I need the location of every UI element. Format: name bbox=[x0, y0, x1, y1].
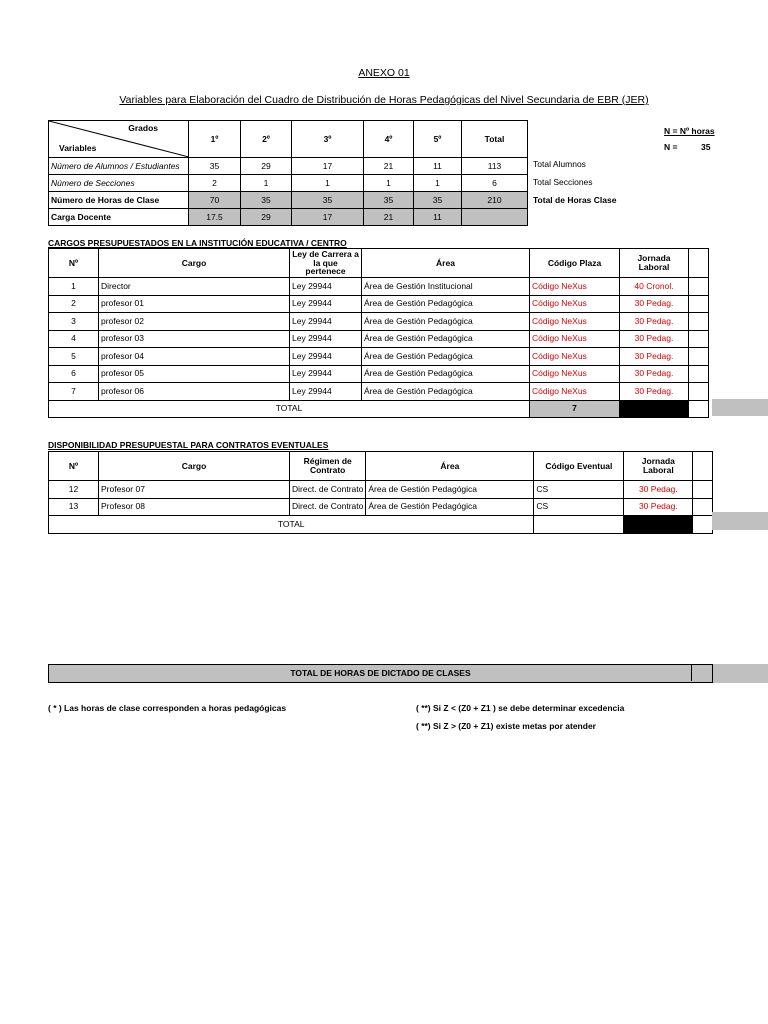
row-jornada: 30 Pedag. bbox=[620, 295, 689, 313]
row-number: 3 bbox=[49, 313, 99, 331]
row-area: Área de Gestión Pedagógica bbox=[362, 330, 530, 348]
cell: 1 bbox=[241, 175, 292, 192]
row-extra bbox=[693, 481, 713, 499]
row-ley: Ley 29944 bbox=[290, 295, 362, 313]
table-row bbox=[49, 481, 713, 499]
row-area: Área de Gestión Pedagógica bbox=[362, 295, 530, 313]
row-codigo: Código NeXus bbox=[530, 348, 620, 366]
grade-column-header: 3º bbox=[292, 121, 364, 158]
row-ley: Ley 29944 bbox=[290, 383, 362, 401]
cell: 11 bbox=[414, 209, 462, 226]
total-empty bbox=[534, 516, 624, 534]
cell: 29 bbox=[241, 158, 292, 175]
row-area: Área de Gestión Pedagógica bbox=[366, 498, 534, 516]
note-metas: ( **) Si Z > (Z0 + Z1) existe metas por atender bbox=[416, 721, 596, 731]
grades-corner-cell bbox=[49, 121, 189, 158]
row-area: Área de Gestión Pedagógica bbox=[362, 383, 530, 401]
row-regimen: Direct. de Contrato bbox=[290, 481, 366, 499]
cell: 17.5 bbox=[189, 209, 241, 226]
table-row bbox=[49, 295, 709, 313]
table-row bbox=[49, 348, 709, 366]
row-jornada: 30 Pedag. bbox=[620, 348, 689, 366]
row-ley: Ley 29944 bbox=[290, 278, 362, 296]
cargos-header-row bbox=[49, 249, 709, 278]
grade-column-header: 5º bbox=[414, 121, 462, 158]
row-extra bbox=[689, 330, 709, 348]
row-number: 1 bbox=[49, 278, 99, 296]
row-number: 4 bbox=[49, 330, 99, 348]
cell: 21 bbox=[364, 209, 414, 226]
row-codigo: Código NeXus bbox=[530, 330, 620, 348]
eventuales-total-gray-bar bbox=[712, 512, 768, 530]
row-jornada: 30 Pedag. bbox=[624, 498, 693, 516]
summary-label: TOTAL DE HORAS DE DICTADO DE CLASES bbox=[290, 668, 471, 678]
note-horas-pedagogicas: ( * ) Las horas de clase corresponden a horas pedagógicas bbox=[48, 703, 287, 713]
row-ley: Ley 29944 bbox=[290, 330, 362, 348]
grades-row-alumnos bbox=[49, 158, 528, 175]
row-cargo: Profesor 07 bbox=[99, 481, 290, 499]
row-number: 13 bbox=[49, 498, 99, 516]
header-codigo-plaza: Código Plaza bbox=[530, 249, 620, 278]
row-cargo: Profesor 08 bbox=[99, 498, 290, 516]
total-cell bbox=[462, 209, 528, 226]
row-number: 2 bbox=[49, 295, 99, 313]
document-subtitle: Variables para Elaboración del Cuadro de Distribución de Horas Pedagógicas del Nivel Secundaria de EBR (JER) bbox=[119, 94, 649, 106]
row-number: 5 bbox=[49, 348, 99, 366]
header-cargo: Cargo bbox=[99, 249, 290, 278]
table-row bbox=[49, 365, 709, 383]
eventuales-table bbox=[48, 451, 713, 534]
row-jornada: 30 Pedag. bbox=[620, 365, 689, 383]
row-cargo: profesor 04 bbox=[99, 348, 290, 366]
row-ley: Ley 29944 bbox=[290, 313, 362, 331]
grade-column-header: 4º bbox=[364, 121, 414, 158]
header-jornada: Jornada Laboral bbox=[620, 249, 689, 278]
header-extra bbox=[689, 249, 709, 278]
cell: 70 bbox=[189, 192, 241, 209]
row-codigo: Código NeXus bbox=[530, 295, 620, 313]
row-label: Número de Alumnos / Estudiantes bbox=[49, 158, 189, 175]
row-ley: Ley 29944 bbox=[290, 348, 362, 366]
row-cargo: profesor 06 bbox=[99, 383, 290, 401]
total-empty bbox=[689, 400, 709, 418]
cell: 1 bbox=[414, 175, 462, 192]
cargos-total-gray-bar bbox=[712, 399, 768, 416]
row-number: 6 bbox=[49, 365, 99, 383]
header-codigo-eventual: Código Eventual bbox=[534, 452, 624, 481]
grade-column-header: 2º bbox=[241, 121, 292, 158]
table-row bbox=[49, 498, 713, 516]
row-codigo: CS bbox=[534, 498, 624, 516]
row-extra bbox=[689, 313, 709, 331]
total-label: TOTAL bbox=[49, 516, 534, 534]
row-area: Área de Gestión Pedagógica bbox=[362, 365, 530, 383]
note-excedencia: ( **) Si Z < (Z0 + Z1 ) se debe determinar excedencia bbox=[416, 703, 625, 713]
row-extra bbox=[689, 278, 709, 296]
row-jornada: 30 Pedag. bbox=[620, 313, 689, 331]
cargos-table bbox=[48, 248, 709, 418]
side-total-alumnos: Total Alumnos bbox=[533, 159, 586, 169]
row-codigo: Código NeXus bbox=[530, 278, 620, 296]
row-codigo: CS bbox=[534, 481, 624, 499]
table-row bbox=[49, 330, 709, 348]
header-area: Área bbox=[362, 249, 530, 278]
row-number: 7 bbox=[49, 383, 99, 401]
row-area: Área de Gestión Pedagógica bbox=[362, 348, 530, 366]
total-label: TOTAL bbox=[49, 400, 530, 418]
table-row bbox=[49, 383, 709, 401]
header-numero: Nº bbox=[49, 249, 99, 278]
summary-bar bbox=[48, 664, 713, 683]
total-empty bbox=[693, 516, 713, 534]
row-extra bbox=[689, 348, 709, 366]
row-codigo: Código NeXus bbox=[530, 383, 620, 401]
grades-header-row bbox=[49, 121, 528, 158]
side-total-horas: Total de Horas Clase bbox=[533, 195, 617, 205]
row-area: Área de Gestión Institucional bbox=[362, 278, 530, 296]
header-jornada: Jornada Laboral bbox=[624, 452, 693, 481]
row-extra bbox=[689, 383, 709, 401]
total-black-cell bbox=[620, 400, 689, 418]
row-jornada: 30 Pedag. bbox=[620, 383, 689, 401]
row-jornada: 30 Pedag. bbox=[620, 330, 689, 348]
cell: 17 bbox=[292, 209, 364, 226]
row-extra bbox=[689, 365, 709, 383]
table-row bbox=[49, 313, 709, 331]
corner-variables: Variables bbox=[59, 143, 97, 154]
total-black-cell bbox=[624, 516, 693, 534]
row-cargo: profesor 05 bbox=[99, 365, 290, 383]
row-extra bbox=[689, 295, 709, 313]
grade-column-header: 1º bbox=[189, 121, 241, 158]
cell: 2 bbox=[189, 175, 241, 192]
table-row bbox=[49, 278, 709, 296]
annex-title: ANEXO 01 bbox=[358, 67, 410, 79]
row-cargo: profesor 03 bbox=[99, 330, 290, 348]
grades-row-horas bbox=[49, 192, 528, 209]
row-extra bbox=[693, 498, 713, 516]
cell: 35 bbox=[292, 192, 364, 209]
row-codigo: Código NeXus bbox=[530, 313, 620, 331]
eventuales-header-row bbox=[49, 452, 713, 481]
row-label: Número de Horas de Clase bbox=[49, 192, 189, 209]
grades-row-secciones bbox=[49, 175, 528, 192]
header-cargo: Cargo bbox=[99, 452, 290, 481]
total-value: 7 bbox=[530, 400, 620, 418]
row-cargo: Director bbox=[99, 278, 290, 296]
eventuales-total-row bbox=[49, 516, 713, 534]
cell: 1 bbox=[292, 175, 364, 192]
grades-row-carga bbox=[49, 209, 528, 226]
cell: 11 bbox=[414, 158, 462, 175]
row-cargo: profesor 02 bbox=[99, 313, 290, 331]
side-total-secciones: Total Secciones bbox=[533, 177, 593, 187]
total-cell: 6 bbox=[462, 175, 528, 192]
cell: 35 bbox=[364, 192, 414, 209]
summary-gray-bar bbox=[713, 664, 768, 683]
header-ley: Ley de Carrera a la que pertenece bbox=[290, 249, 362, 278]
row-number: 12 bbox=[49, 481, 99, 499]
row-label: Carga Docente bbox=[49, 209, 189, 226]
row-label: Número de Secciones bbox=[49, 175, 189, 192]
row-regimen: Direct. de Contrato bbox=[290, 498, 366, 516]
cell: 21 bbox=[364, 158, 414, 175]
row-jornada: 40 Cronol. bbox=[620, 278, 689, 296]
header-area: Área bbox=[366, 452, 534, 481]
header-extra bbox=[693, 452, 713, 481]
eventuales-section-title: DISPONIBILIDAD PRESUPUESTAL PARA CONTRATOS EVENTUALES bbox=[48, 440, 329, 450]
legend-definition: N = Nº horas bbox=[664, 126, 715, 136]
total-column-header: Total bbox=[462, 121, 528, 158]
row-area: Área de Gestión Pedagógica bbox=[362, 313, 530, 331]
legend-n-value: 35 bbox=[701, 142, 711, 152]
cell: 35 bbox=[189, 158, 241, 175]
cell: 17 bbox=[292, 158, 364, 175]
cell: 35 bbox=[241, 192, 292, 209]
row-cargo: profesor 01 bbox=[99, 295, 290, 313]
cell: 1 bbox=[364, 175, 414, 192]
cell: 35 bbox=[414, 192, 462, 209]
row-codigo: Código NeXus bbox=[530, 365, 620, 383]
legend-n-label: N = bbox=[664, 142, 678, 152]
cargos-section-title: CARGOS PRESUPUESTADOS EN LA INSTITUCIÓN EDUCATIVA / CENTRO bbox=[48, 238, 347, 248]
row-area: Área de Gestión Pedagógica bbox=[366, 481, 534, 499]
summary-divider bbox=[691, 664, 712, 681]
total-cell: 210 bbox=[462, 192, 528, 209]
row-ley: Ley 29944 bbox=[290, 365, 362, 383]
corner-grados: Grados bbox=[128, 123, 158, 133]
cell: 29 bbox=[241, 209, 292, 226]
total-cell: 113 bbox=[462, 158, 528, 175]
grades-table bbox=[48, 120, 528, 226]
cargos-total-row bbox=[49, 400, 709, 418]
header-numero: Nº bbox=[49, 452, 99, 481]
row-jornada: 30 Pedag. bbox=[624, 481, 693, 499]
header-regimen: Régimen de Contrato bbox=[290, 452, 366, 481]
